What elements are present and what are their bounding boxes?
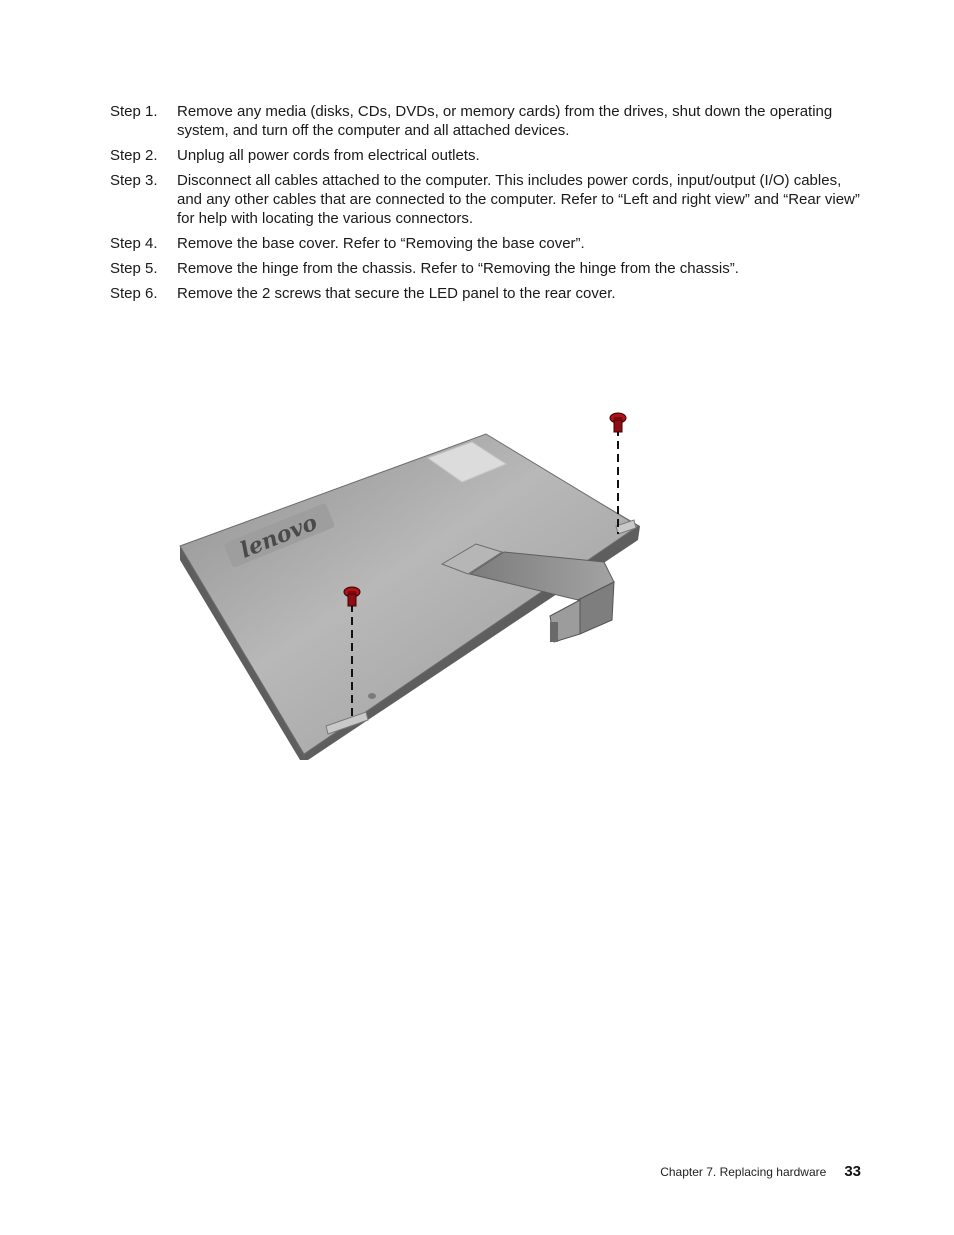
step-text: Remove the 2 screws that secure the LED panel to the rear cover. <box>177 285 616 302</box>
cover-hole <box>368 693 376 699</box>
step-item <box>110 171 870 228</box>
page-footer <box>660 1163 861 1180</box>
step-item <box>110 259 870 278</box>
step-item <box>110 102 870 140</box>
rear-cover-illustration <box>176 330 646 790</box>
step-text: Remove any media (disks, CDs, DVDs, or memory cards) from the drives, shut down the operating system, and turn off the computer and all attached devices. <box>177 103 833 139</box>
step-item <box>110 146 870 165</box>
step-label: Step 3. <box>110 172 158 189</box>
lenovo-logo-text: lenovo <box>236 509 321 564</box>
step-label: Step 6. <box>110 285 158 302</box>
screw-icon <box>610 413 626 432</box>
step-item <box>110 284 870 303</box>
step-item <box>110 234 870 253</box>
step-label: Step 4. <box>110 235 158 252</box>
step-label: Step 5. <box>110 260 158 277</box>
footer-chapter-title: Chapter 7. Replacing hardware <box>660 1165 827 1179</box>
step-label: Step 1. <box>110 103 158 120</box>
page-number: 33 <box>844 1163 861 1180</box>
step-text: Unplug all power cords from electrical outlets. <box>177 147 480 164</box>
step-text: Remove the hinge from the chassis. Refer to “Removing the hinge from the chassis”. <box>177 260 739 277</box>
rear-cover-figure <box>176 330 646 790</box>
steps-list <box>110 102 870 309</box>
step-label: Step 2. <box>110 147 158 164</box>
step-text: Remove the base cover. Refer to “Removing the base cover”. <box>177 235 585 252</box>
step-text: Disconnect all cables attached to the computer. This includes power cords, input/output (I/O) cables, and any other cables that are connected to the computer. Refer to “Left and right view” and “Rear view” for help with locating the various connectors. <box>177 172 860 227</box>
